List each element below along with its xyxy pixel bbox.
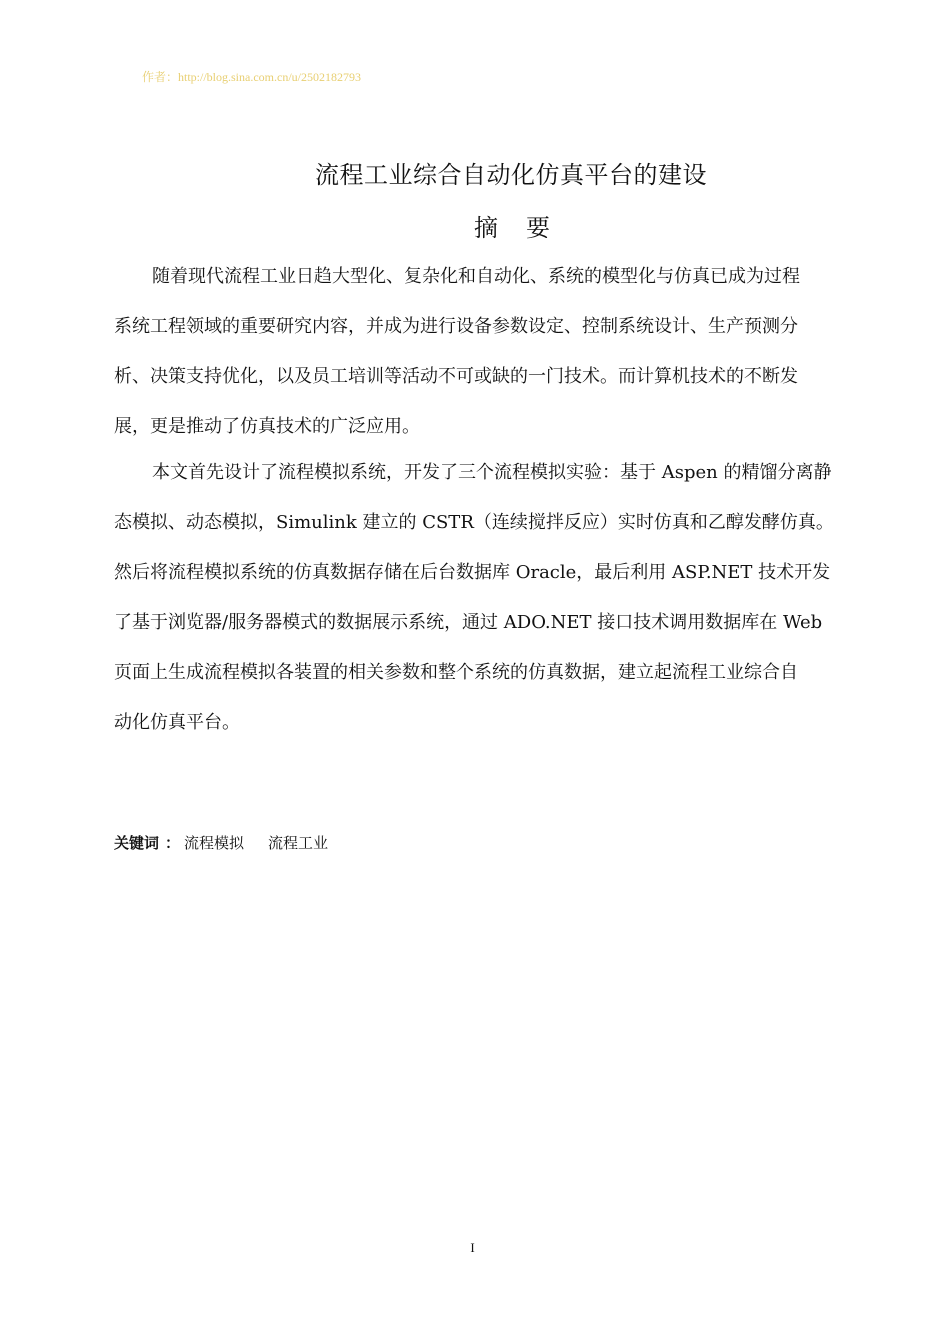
paragraph-line: 然后将流程模拟系统的仿真数据存储在后台数据库 Oracle，最后利用 ASP.NET 技术开发 (114, 562, 831, 583)
keywords-label: 关键词 (114, 834, 160, 852)
paragraph-line: 随着现代流程工业日趋大型化、复杂化和自动化、系统的模型化与仿真已成为过程 (152, 266, 800, 287)
keyword-item: 流程工业 (268, 834, 329, 852)
abstract-heading-char-2: 要 (526, 214, 550, 242)
paragraph-line: 本文首先设计了流程模拟系统，开发了三个流程模拟实验：基于 Aspen 的精馏分离静 (152, 462, 832, 483)
abstract-heading (474, 208, 550, 243)
keyword-item: 流程模拟 (184, 834, 245, 852)
abstract-paragraph-2 (114, 448, 862, 748)
abstract-heading-char-1: 摘 (474, 214, 498, 242)
paragraph-line: 了基于浏览器/服务器模式的数据展示系统，通过 ADO.NET 接口技术调用数据库在 Web (114, 612, 823, 633)
paragraph-line: 展，更是推动了仿真技术的广泛应用。 (114, 416, 420, 437)
document-title: 流程工业综合自动化仿真平台的建设 (315, 161, 707, 189)
paragraph-line: 系统工程领域的重要研究内容，并成为进行设备参数设定、控制系统设计、生产预测分 (114, 316, 798, 337)
abstract-paragraph-1 (114, 252, 862, 452)
keywords-line (114, 832, 328, 853)
paragraph-line: 析、决策支持优化，以及员工培训等活动不可或缺的一门技术。而计算机技术的不断发 (114, 366, 798, 387)
paragraph-line: 态模拟、动态模拟，Simulink 建立的 CSTR（连续搅拌反应）实时仿真和乙醇发酵仿真。 (114, 512, 834, 533)
keywords-colon: ： (165, 834, 181, 852)
watermark-text: 作者：http://blog.sina.com.cn/u/2502182793 (142, 70, 361, 84)
page-number: I (470, 1240, 475, 1255)
paragraph-line: 页面上生成流程模拟各装置的相关参数和整个系统的仿真数据，建立起流程工业综合自 (114, 662, 798, 683)
paragraph-line: 动化仿真平台。 (114, 712, 240, 733)
